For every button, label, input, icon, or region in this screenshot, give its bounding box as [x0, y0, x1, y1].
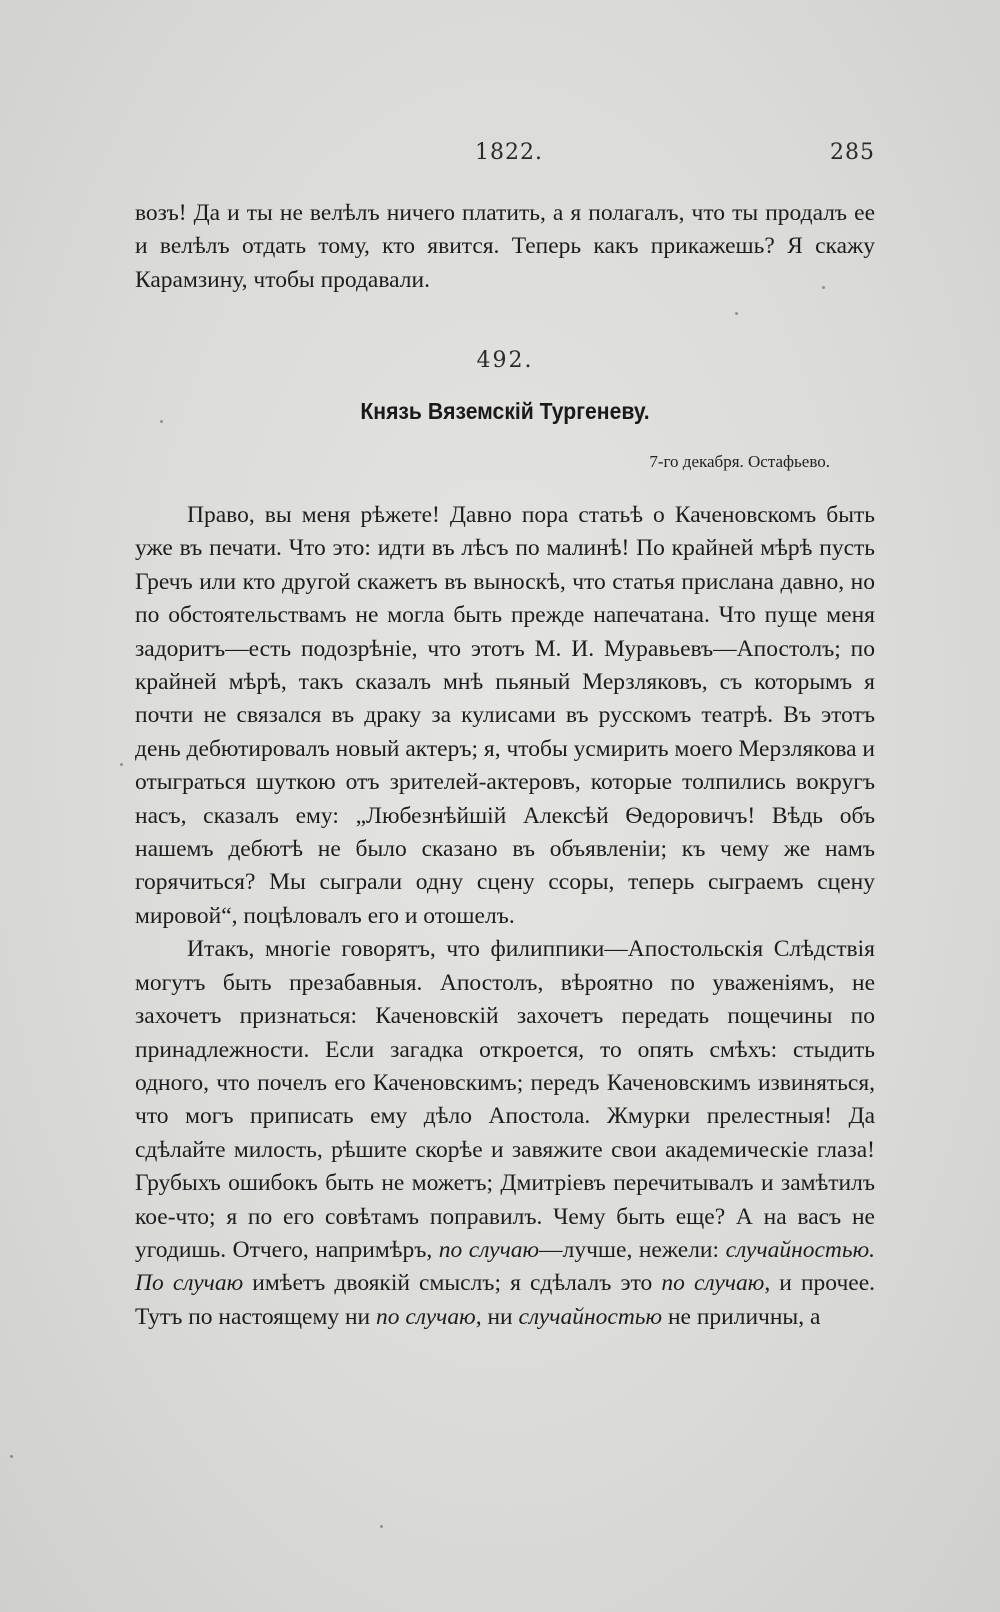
letter-dateline: 7-го декабря. Остафьево. [649, 452, 830, 471]
paper-speck [380, 1525, 383, 1528]
paper-speck [735, 312, 738, 315]
italic-phrase: по случаю [376, 1303, 476, 1330]
letter-paragraph-2 [135, 933, 875, 1334]
paragraph-2-text-d: , и прочее. Тутъ по настоящему ни [135, 1270, 876, 1330]
letter-title: Князь Вяземскій Тургеневу. [360, 398, 650, 424]
continuation-paragraph: возъ! Да и ты не велѣлъ ничего платить, а я полагалъ, что ты продалъ ее и велѣлъ отдать тому, кто явится. Теперь какъ прикажешь? Я скажу Карамзину, чтобы продавали. [135, 200, 875, 293]
italic-phrase: случайностью. По случаю [135, 1236, 876, 1297]
paragraph-2-text-f: не приличны, а [667, 1303, 821, 1330]
letter-body [135, 499, 875, 1334]
paper-speck [160, 420, 163, 423]
paper-speck [10, 1455, 13, 1458]
paragraph-2-text-a: Итакъ, многіе говорятъ, что филиппики—Апостольскія Слѣдствія могутъ быть презабавныя. Апостолъ, вѣроятно по уваженіямъ, не захочетъ признаться: Каченовскій захочетъ передать пощечины по принадлежности. Если загадка откроется, то опять смѣхъ: стыдить одного, что почелъ его Каченовскимъ; передъ Каченовскимъ извиняться, что могъ приписать ему дѣло Апостола. Жмурки прелестныя! Да сдѣлайте милость, рѣшите скорѣе и завяжите свои академическіе глаза! Грубыхъ ошибокъ быть не можетъ; Дмитріевъ перечитывалъ и замѣтилъ кое-что; я по его совѣтамъ поправилъ. Чему быть еще? А на васъ не угодишь. Отчего, напримѣръ, [135, 936, 875, 1263]
paragraph-2-text-e: , ни [475, 1303, 513, 1330]
header-year: 1822. [475, 140, 543, 165]
continuation-text [135, 197, 875, 297]
italic-phrase: по случаю [438, 1236, 540, 1263]
paper-speck [822, 286, 825, 289]
paragraph-2-text-c: имѣетъ двоякій смыслъ; я сдѣлалъ это [252, 1270, 653, 1297]
page-number: 285 [830, 140, 875, 165]
letter-number: 492. [476, 348, 534, 373]
italic-phrase: случайностью [518, 1303, 663, 1330]
italic-phrase: по случаю [661, 1270, 765, 1297]
paragraph-2-text-b: —лучше, нежели: [539, 1236, 720, 1263]
running-head [135, 140, 875, 176]
paper-speck [120, 763, 123, 766]
letter-paragraph-1: Право, вы меня рѣжете! Давно пора статьѣ о Каченовскомъ быть уже въ печати. Что это: идти въ лѣсъ по малинѣ! По крайней мѣрѣ пусть Гречъ или кто другой скажетъ въ выноскѣ, что статья прислана давно, но по обстоятельствамъ не могла быть прежде напечатана. Что пуще меня задоритъ—есть подозрѣніе, что этотъ М. И. Муравьевъ—Апостолъ; по крайней мѣрѣ, такъ сказалъ мнѣ пьяный Мерзляковъ, съ которымъ я почти не связался въ драку за кулисами въ русскомъ театрѣ. Въ этотъ день дебютировалъ новый актеръ; я, чтобы усмирить моего Мерзлякова и отыграться шуткою отъ зрителей-актеровъ, которые толпились вокругъ насъ, сказалъ ему: „Любезнѣйшій Алексѣй Ѳедоровичъ! Вѣдь объ нашемъ дебютѣ не было сказано въ объявленіи; къ чему же намъ горячиться? Мы сыграли одну сцену ссоры, теперь сыграемъ сцену мировой“, поцѣловалъ его и отошелъ. [135, 502, 875, 929]
